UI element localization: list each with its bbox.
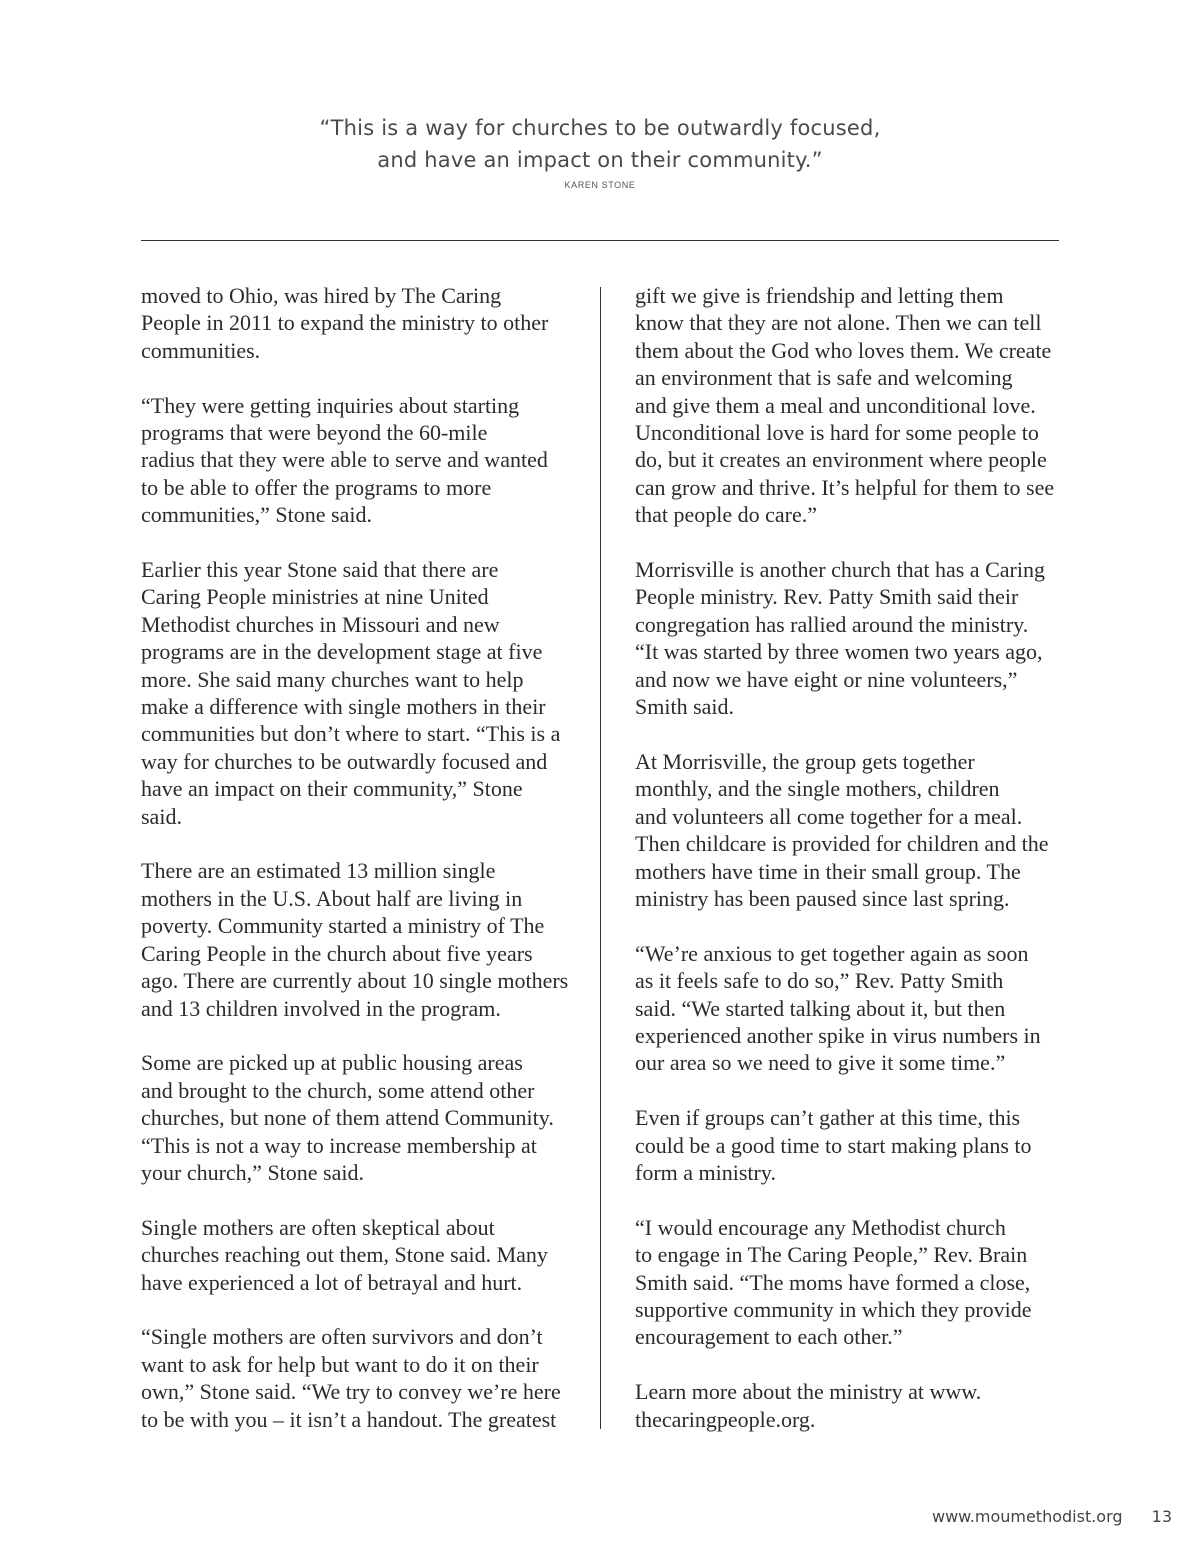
article-line: an environment that is safe and welcoming bbox=[635, 365, 1013, 391]
article-line: own,” Stone said. “We try to convey we’re here bbox=[141, 1379, 561, 1405]
article-line: Earlier this year Stone said that there are bbox=[141, 557, 499, 583]
article-line: and 13 children involved in the program. bbox=[141, 995, 501, 1021]
article-line: said. “We started talking about it, but then bbox=[635, 995, 1006, 1021]
article-line: poverty. Community started a ministry of The bbox=[141, 913, 545, 939]
article-line: Morrisville is another church that has a Caring bbox=[635, 557, 1045, 583]
article-line: “I would encourage any Methodist church bbox=[635, 1214, 1006, 1240]
article-line: can grow and thrive. It’s helpful for them to see bbox=[635, 474, 1055, 500]
article-line: experienced another spike in virus numbers in bbox=[635, 1022, 1041, 1048]
article-paragraph bbox=[635, 1104, 1065, 1186]
article-line: thecaringpeople.org. bbox=[635, 1406, 816, 1432]
article-line: churches, but none of them attend Community. bbox=[141, 1105, 554, 1131]
article-line: “We’re anxious to get together again as soon bbox=[635, 940, 1029, 966]
article-line: “Single mothers are often survivors and don’t bbox=[141, 1324, 543, 1350]
article-line: communities,” Stone said. bbox=[141, 502, 372, 528]
article-line: and volunteers all come together for a meal. bbox=[635, 803, 1023, 829]
article-paragraph bbox=[635, 748, 1065, 912]
article-paragraph bbox=[635, 556, 1065, 720]
article-line: said. bbox=[141, 803, 182, 829]
article-line: as it feels safe to do so,” Rev. Patty Smith bbox=[635, 968, 1004, 994]
article-line: to be with you – it isn’t a handout. The greatest bbox=[141, 1406, 557, 1432]
article-line: “They were getting inquiries about starting bbox=[141, 392, 520, 418]
article-paragraph bbox=[635, 1214, 1065, 1351]
page-footer bbox=[932, 1507, 1172, 1526]
article-line: Then childcare is provided for children and the bbox=[635, 831, 1049, 857]
article-paragraph bbox=[141, 1049, 571, 1186]
article-line: and give them a meal and unconditional love. bbox=[635, 392, 1036, 418]
article-line: gift we give is friendship and letting them bbox=[635, 283, 1004, 308]
article-line: more. She said many churches want to help bbox=[141, 666, 524, 692]
article-paragraph bbox=[635, 282, 1065, 529]
article-line: make a difference with single mothers in their bbox=[141, 694, 546, 720]
article-line: your church,” Stone said. bbox=[141, 1159, 364, 1185]
footer-url[interactable]: www.moumethodist.org bbox=[931, 1507, 1123, 1526]
article-paragraph bbox=[141, 556, 571, 830]
article-line: them about the God who loves them. We create bbox=[635, 337, 1052, 363]
article-paragraph bbox=[141, 1214, 571, 1296]
article-line: know that they are not alone. Then we can tell bbox=[635, 310, 1042, 336]
article-line: At Morrisville, the group gets together bbox=[635, 748, 975, 774]
article-line: churches reaching out them, Stone said. Many bbox=[141, 1242, 548, 1268]
article-line: “It was started by three women two years ago, bbox=[635, 639, 1043, 665]
pull-quote-line: and have an impact on their community.” bbox=[377, 148, 823, 172]
article-line: form a ministry. bbox=[635, 1159, 776, 1185]
article-line: Smith said. “The moms have formed a close, bbox=[635, 1269, 1031, 1295]
article-paragraph bbox=[141, 392, 571, 529]
article-line: Learn more about the ministry at www. bbox=[635, 1379, 982, 1405]
article-line: congregation has rallied around the ministry. bbox=[635, 611, 1029, 637]
article-line: have an impact on their community,” Stone bbox=[141, 776, 523, 802]
article-line: way for churches to be outwardly focused and bbox=[141, 748, 548, 774]
article-line: radius that they were able to serve and wanted bbox=[141, 447, 548, 473]
article-line: Caring People in the church about five years bbox=[141, 940, 533, 966]
article-line: and brought to the church, some attend other bbox=[141, 1077, 535, 1103]
horizontal-rule bbox=[141, 240, 1059, 241]
pull-quote-line: “This is a way for churches to be outwardly focused, bbox=[319, 116, 881, 140]
article-line: Single mothers are often skeptical about bbox=[141, 1214, 495, 1240]
article-line: People ministry. Rev. Patty Smith said their bbox=[635, 584, 1019, 610]
article-line: Some are picked up at public housing areas bbox=[141, 1050, 523, 1076]
pull-quote bbox=[0, 112, 1200, 190]
article-line: People in 2011 to expand the ministry to other bbox=[141, 310, 549, 336]
article-line: our area so we need to give it some time.” bbox=[635, 1050, 1006, 1076]
article-line: mothers in the U.S. About half are living in bbox=[141, 885, 523, 911]
article-line: There are an estimated 13 million single bbox=[141, 858, 496, 884]
article-line: could be a good time to start making plans to bbox=[635, 1132, 1032, 1158]
article-column-right bbox=[635, 282, 1065, 1460]
article-line: want to ask for help but want to do it on their bbox=[141, 1351, 539, 1377]
article-line: communities. bbox=[141, 337, 261, 363]
article-paragraph bbox=[141, 282, 571, 364]
article-line: that people do care.” bbox=[635, 502, 818, 528]
article-line: monthly, and the single mothers, children bbox=[635, 776, 1000, 802]
article-line: ago. There are currently about 10 single mothers bbox=[141, 968, 569, 994]
article-line: supportive community in which they provide bbox=[635, 1296, 1032, 1322]
article-line: and now we have eight or nine volunteers,” bbox=[635, 666, 1018, 692]
article-line: Caring People ministries at nine United bbox=[141, 584, 489, 610]
article-column-left bbox=[141, 282, 571, 1460]
article-paragraph bbox=[141, 1323, 571, 1433]
article-line: programs are in the development stage at five bbox=[141, 639, 543, 665]
article-paragraph bbox=[141, 857, 571, 1021]
article-paragraph bbox=[635, 940, 1065, 1077]
article-line: ministry has been paused since last spring. bbox=[635, 885, 1010, 911]
pull-quote-attribution: KAREN STONE bbox=[564, 180, 636, 190]
article-line: have experienced a lot of betrayal and hurt. bbox=[141, 1269, 523, 1295]
article-line: Even if groups can’t gather at this time, this bbox=[635, 1105, 1021, 1131]
article-line: Unconditional love is hard for some people to bbox=[635, 420, 1039, 446]
article-line: mothers have time in their small group. The bbox=[635, 858, 1021, 884]
article-line: do, but it creates an environment where people bbox=[635, 447, 1047, 473]
article-line: “This is not a way to increase membership at bbox=[141, 1132, 537, 1158]
article-line: moved to Ohio, was hired by The Caring bbox=[141, 283, 502, 308]
article-line: to engage in The Caring People,” Rev. Brain bbox=[635, 1242, 1028, 1268]
article-line: programs that were beyond the 60-mile bbox=[141, 420, 488, 446]
article-line: Methodist churches in Missouri and new bbox=[141, 611, 500, 637]
column-divider bbox=[600, 287, 601, 1429]
article-line: Smith said. bbox=[635, 694, 735, 720]
article-line: communities but don’t where to start. “This is a bbox=[141, 721, 561, 747]
article-paragraph bbox=[635, 1378, 1065, 1433]
page-number: 13 bbox=[1151, 1507, 1172, 1526]
article-line: to be able to offer the programs to more bbox=[141, 474, 492, 500]
article-line: encouragement to each other.” bbox=[635, 1324, 903, 1350]
